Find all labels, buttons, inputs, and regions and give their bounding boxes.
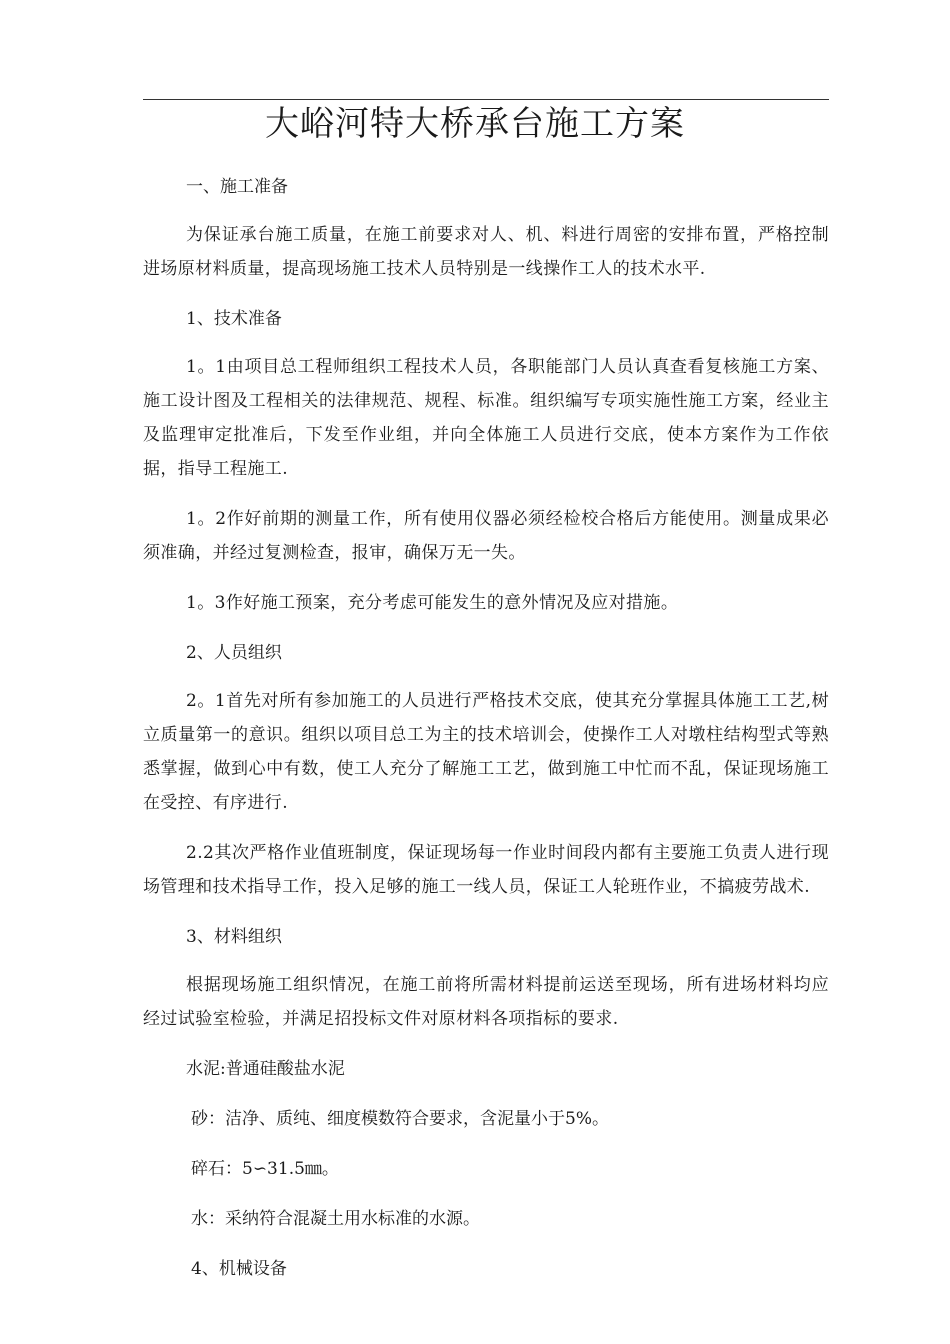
material-cement: 水泥:普通硅酸盐水泥 bbox=[186, 1059, 345, 1079]
paragraph-preparation-intro: 为保证承台施工质量，在施工前要求对人、机、料进行周密的安排布置，严格控制进场原材料质量，提高现场施工技术人员特别是一线操作工人的技术水平. bbox=[143, 225, 829, 279]
document-body bbox=[143, 170, 829, 1300]
section-heading-preparation: 一、施工准备 bbox=[186, 177, 288, 197]
subsection-heading-technical: 1、技术准备 bbox=[186, 309, 282, 329]
paragraph-personnel-2-1: 2。1首先对所有参加施工的人员进行严格技术交底，使其充分掌握具体施工工艺,树立质量第一的意识。组织以项目总工为主的技术培训会，使操作工人对墩柱结构型式等熟悉掌握，做到心中有数，使工人充分了解施工工艺，做到施工中忙而不乱，保证现场施工在受控、有序进行. bbox=[143, 691, 829, 813]
subsection-heading-equipment: 4、机械设备 bbox=[191, 1259, 287, 1279]
paragraph-technical-1-1: 1。1由项目总工程师组织工程技术人员，各职能部门人员认真查看复核施工方案、施工设计图及工程相关的法律规范、规程、标准。组织编写专项实施性施工方案，经业主及监理审定批准后，下发至作业组，并向全体施工人员进行交底，使本方案作为工作依据，指导工程施工. bbox=[143, 357, 829, 479]
paragraph-technical-1-3: 1。3作好施工预案，充分考虑可能发生的意外情况及应对措施。 bbox=[186, 593, 679, 613]
subsection-heading-personnel: 2、人员组织 bbox=[186, 643, 282, 663]
paragraph-technical-1-2: 1。2作好前期的测量工作，所有使用仪器必须经检校合格后方能使用。测量成果必须准确，并经过复测检查，报审，确保万无一失。 bbox=[143, 509, 829, 563]
subsection-heading-materials: 3、材料组织 bbox=[186, 927, 282, 947]
paragraph-materials-intro: 根据现场施工组织情况，在施工前将所需材料提前运送至现场，所有进场材料均应经过试验室检验，并满足招投标文件对原材料各项指标的要求. bbox=[143, 975, 829, 1029]
paragraph-personnel-2-2: 2.2其次严格作业值班制度，保证现场每一作业时间段内都有主要施工负责人进行现场管理和技术指导工作，投入足够的施工一线人员，保证工人轮班作业，不搞疲劳战术. bbox=[143, 843, 829, 897]
material-gravel: 碎石：5∽31.5㎜。 bbox=[191, 1159, 339, 1179]
material-water: 水：采纳符合混凝土用水标准的水源。 bbox=[191, 1209, 480, 1229]
document-title: 大峪河特大桥承台施工方案 bbox=[265, 104, 685, 144]
material-sand: 砂：洁净、质纯、细度模数符合要求，含泥量小于5%。 bbox=[191, 1109, 609, 1129]
